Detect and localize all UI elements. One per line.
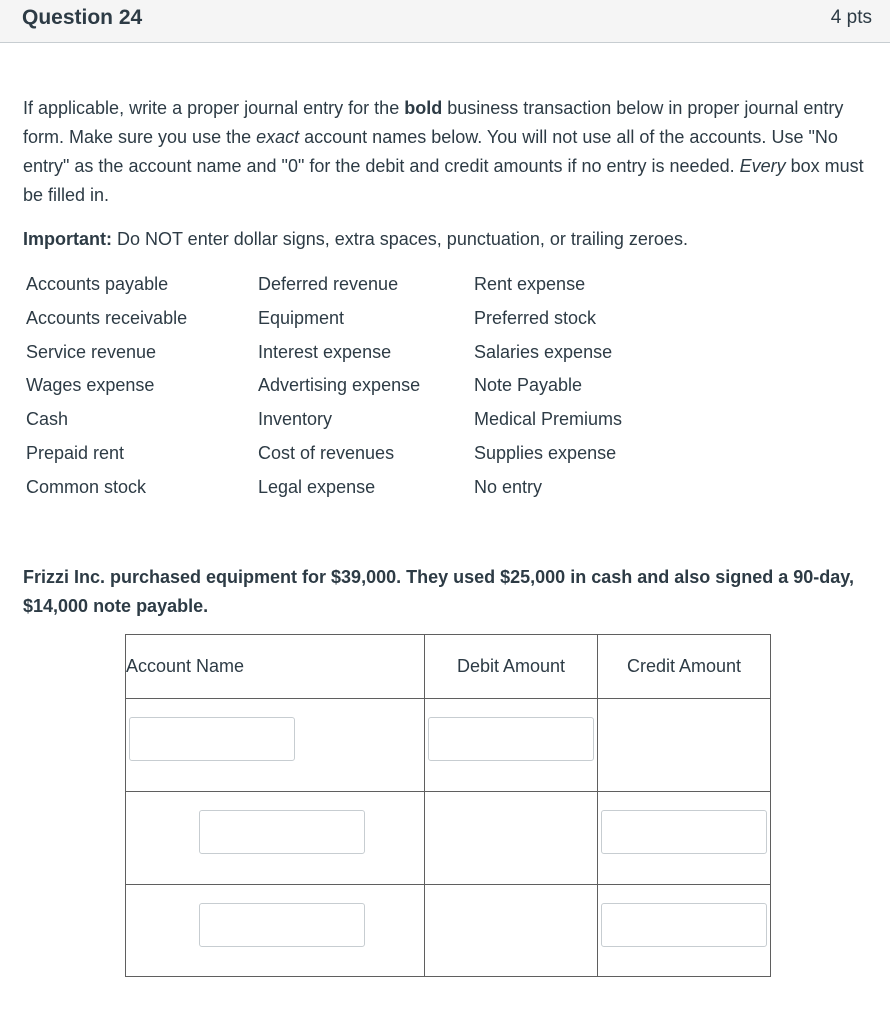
- account-name: Note Payable: [474, 375, 583, 396]
- transaction-text: Frizzi Inc. purchased equipment for $39,000. They used $25,000 in cash and also signed a 90-day, $14,000 note payable.: [23, 567, 854, 616]
- instr-bold-word: bold: [404, 98, 443, 118]
- account-cell: [126, 885, 425, 977]
- account-name: Rent expense: [474, 274, 586, 294]
- credit-amount-input-3[interactable]: [601, 903, 767, 947]
- account-list-column-2: [258, 270, 420, 507]
- instr-text-2: business transaction below in proper journal entry form. Make sure you use the: [23, 98, 844, 147]
- debit-cell: [425, 699, 598, 792]
- account-name: No entry: [474, 476, 543, 497]
- instr-text-4: box must be filled in.: [23, 156, 864, 205]
- account-name-input-1[interactable]: [129, 717, 295, 761]
- account-list-column-1: [26, 270, 187, 507]
- instr-every-word: Every: [739, 156, 786, 176]
- instr-exact-word: exact: [256, 127, 300, 147]
- journal-entry-table: [125, 634, 771, 977]
- important-label: Important:: [23, 229, 112, 249]
- instructions: [23, 94, 875, 210]
- question-points: 4 pts: [830, 7, 872, 28]
- account-name: Salaries expense: [474, 341, 613, 362]
- instructions-paragraph: [23, 94, 875, 210]
- account-name-input-3[interactable]: [199, 903, 365, 947]
- account-name: Service revenue: [26, 341, 157, 362]
- account-name: Accounts payable: [26, 274, 169, 294]
- account-name: Inventory: [258, 409, 333, 430]
- debit-cell-empty: [425, 885, 598, 977]
- account-name: Cash: [26, 409, 69, 430]
- account-name: Common stock: [26, 476, 147, 497]
- account-name: Prepaid rent: [26, 442, 125, 463]
- account-name: Interest expense: [258, 341, 392, 362]
- account-cell: [126, 699, 425, 792]
- credit-cell-empty: [598, 699, 771, 792]
- debit-amount-header: Debit Amount: [425, 635, 598, 699]
- account-name: Supplies expense: [474, 442, 617, 463]
- journal-row-1: [126, 699, 771, 792]
- account-name-header: Account Name: [126, 635, 425, 699]
- instr-text-3: account names below. You will not use all of the accounts. Use "No entry" as the account name and "0" for the debit and credit amounts if no entry is needed.: [23, 127, 838, 176]
- account-name: Accounts receivable: [26, 307, 188, 328]
- credit-cell: [598, 885, 771, 977]
- credit-cell: [598, 792, 771, 885]
- account-name: Cost of revenues: [258, 442, 395, 463]
- account-name-input-2[interactable]: [199, 810, 365, 854]
- credit-amount-input-2[interactable]: [601, 810, 767, 854]
- account-name: Preferred stock: [474, 307, 597, 328]
- account-name: Wages expense: [26, 375, 155, 396]
- question-title: Question 24: [22, 6, 143, 29]
- account-name: Equipment: [258, 307, 345, 328]
- account-name: Advertising expense: [258, 375, 421, 396]
- account-cell: [126, 792, 425, 885]
- account-name: Medical Premiums: [474, 409, 623, 430]
- question-header: [0, 0, 890, 43]
- journal-row-3: [126, 885, 771, 977]
- account-name: Legal expense: [258, 476, 376, 497]
- account-list-column-3: [474, 270, 622, 507]
- account-name: Deferred revenue: [258, 274, 399, 294]
- important-note: [23, 225, 875, 254]
- credit-amount-header: Credit Amount: [598, 635, 771, 699]
- important-text: Do NOT enter dollar signs, extra spaces, punctuation, or trailing zeroes.: [112, 229, 688, 249]
- debit-cell-empty: [425, 792, 598, 885]
- instr-text-1: If applicable, write a proper journal entry for the: [23, 98, 405, 118]
- journal-header-row: [126, 635, 771, 699]
- journal-row-2: [126, 792, 771, 885]
- debit-amount-input-1[interactable]: [428, 717, 594, 761]
